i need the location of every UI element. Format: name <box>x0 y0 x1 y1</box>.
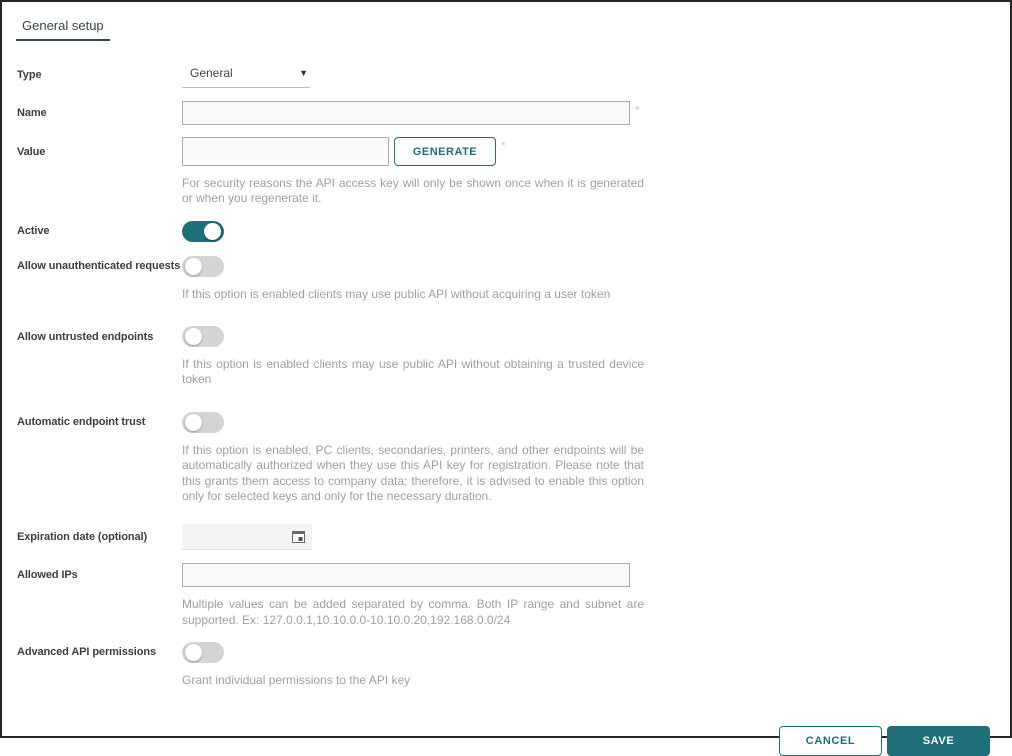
active-row <box>17 221 1010 242</box>
value-required-marker: * <box>501 139 506 153</box>
allow-unauthenticated-helper-text: If this option is enabled clients may use public API without acquiring a user token <box>182 286 611 301</box>
value-helper-text: For security reasons the API access key will only be shown once when it is generated or when you regenerate it. <box>182 176 644 206</box>
allowed-ips-input[interactable] <box>182 563 630 587</box>
allow-unauthenticated-label: Allow unauthenticated requests <box>17 260 181 273</box>
toggle-knob <box>185 258 202 275</box>
allowed-ips-helper-text: Multiple values can be added separated by comma. Both IP range and subnet are supported. Ex: 127.0.0.1,10.10.0.0-10.10.0.20,192.168.0.0/24 <box>182 597 644 627</box>
value-input[interactable] <box>182 137 389 166</box>
active-label: Active <box>17 225 50 238</box>
cancel-button[interactable]: CANCEL <box>779 726 882 756</box>
advanced-api-permissions-label: Advanced API permissions <box>17 646 157 659</box>
expiration-date-label: Expiration date (optional) <box>17 531 148 544</box>
automatic-endpoint-trust-helper-text: If this option is enabled, PC clients, secondaries, printers, and other endpoints will be automatically authorized when they use this API key for registration. Please note that this grants them access to company data; therefore, it is advised to enable this option only for selected keys and only for the necessary duration. <box>182 442 644 503</box>
advanced-api-permissions-helper-text: Grant individual permissions to the API key <box>182 672 411 687</box>
type-label: Type <box>17 69 42 81</box>
value-label: Value <box>17 145 46 158</box>
type-select[interactable] <box>182 62 310 88</box>
toggle-knob <box>185 414 202 431</box>
footer-actions <box>2 726 1010 756</box>
name-input[interactable] <box>182 101 630 125</box>
allowed-ips-row <box>17 563 1010 587</box>
name-label: Name <box>17 107 47 119</box>
advanced-api-permissions-row <box>17 642 1010 663</box>
allow-unauthenticated-row <box>17 256 1010 277</box>
toggle-knob <box>185 644 202 661</box>
calendar-icon[interactable] <box>291 529 306 544</box>
tab-general-setup[interactable]: General setup <box>16 16 110 41</box>
allow-untrusted-helper-text: If this option is enabled clients may use public API without obtaining a trusted device token <box>182 357 644 387</box>
toggle-knob <box>204 223 221 240</box>
allow-untrusted-row <box>17 326 1010 347</box>
automatic-endpoint-trust-toggle[interactable] <box>182 412 224 433</box>
automatic-endpoint-trust-label: Automatic endpoint trust <box>17 416 146 429</box>
allow-unauthenticated-toggle[interactable] <box>182 256 224 277</box>
allow-untrusted-toggle[interactable] <box>182 326 224 347</box>
expiration-date-input[interactable] <box>182 524 312 550</box>
allow-untrusted-label: Allow untrusted endpoints <box>17 330 154 343</box>
save-button[interactable]: SAVE <box>887 726 990 756</box>
tab-bar <box>2 2 1010 41</box>
type-select-value: General <box>190 65 233 80</box>
chevron-down-icon: ▼ <box>299 67 308 78</box>
api-key-form <box>2 62 1010 688</box>
automatic-endpoint-trust-row <box>17 412 1010 433</box>
allowed-ips-label: Allowed IPs <box>17 569 78 582</box>
generate-button[interactable]: GENERATE <box>394 137 496 166</box>
name-required-marker: * <box>635 103 640 117</box>
name-row <box>17 101 1010 125</box>
expiration-date-row <box>17 524 1010 550</box>
active-toggle[interactable] <box>182 221 224 242</box>
advanced-api-permissions-toggle[interactable] <box>182 642 224 663</box>
type-row <box>17 62 1010 88</box>
toggle-knob <box>185 328 202 345</box>
value-row <box>17 137 1010 166</box>
